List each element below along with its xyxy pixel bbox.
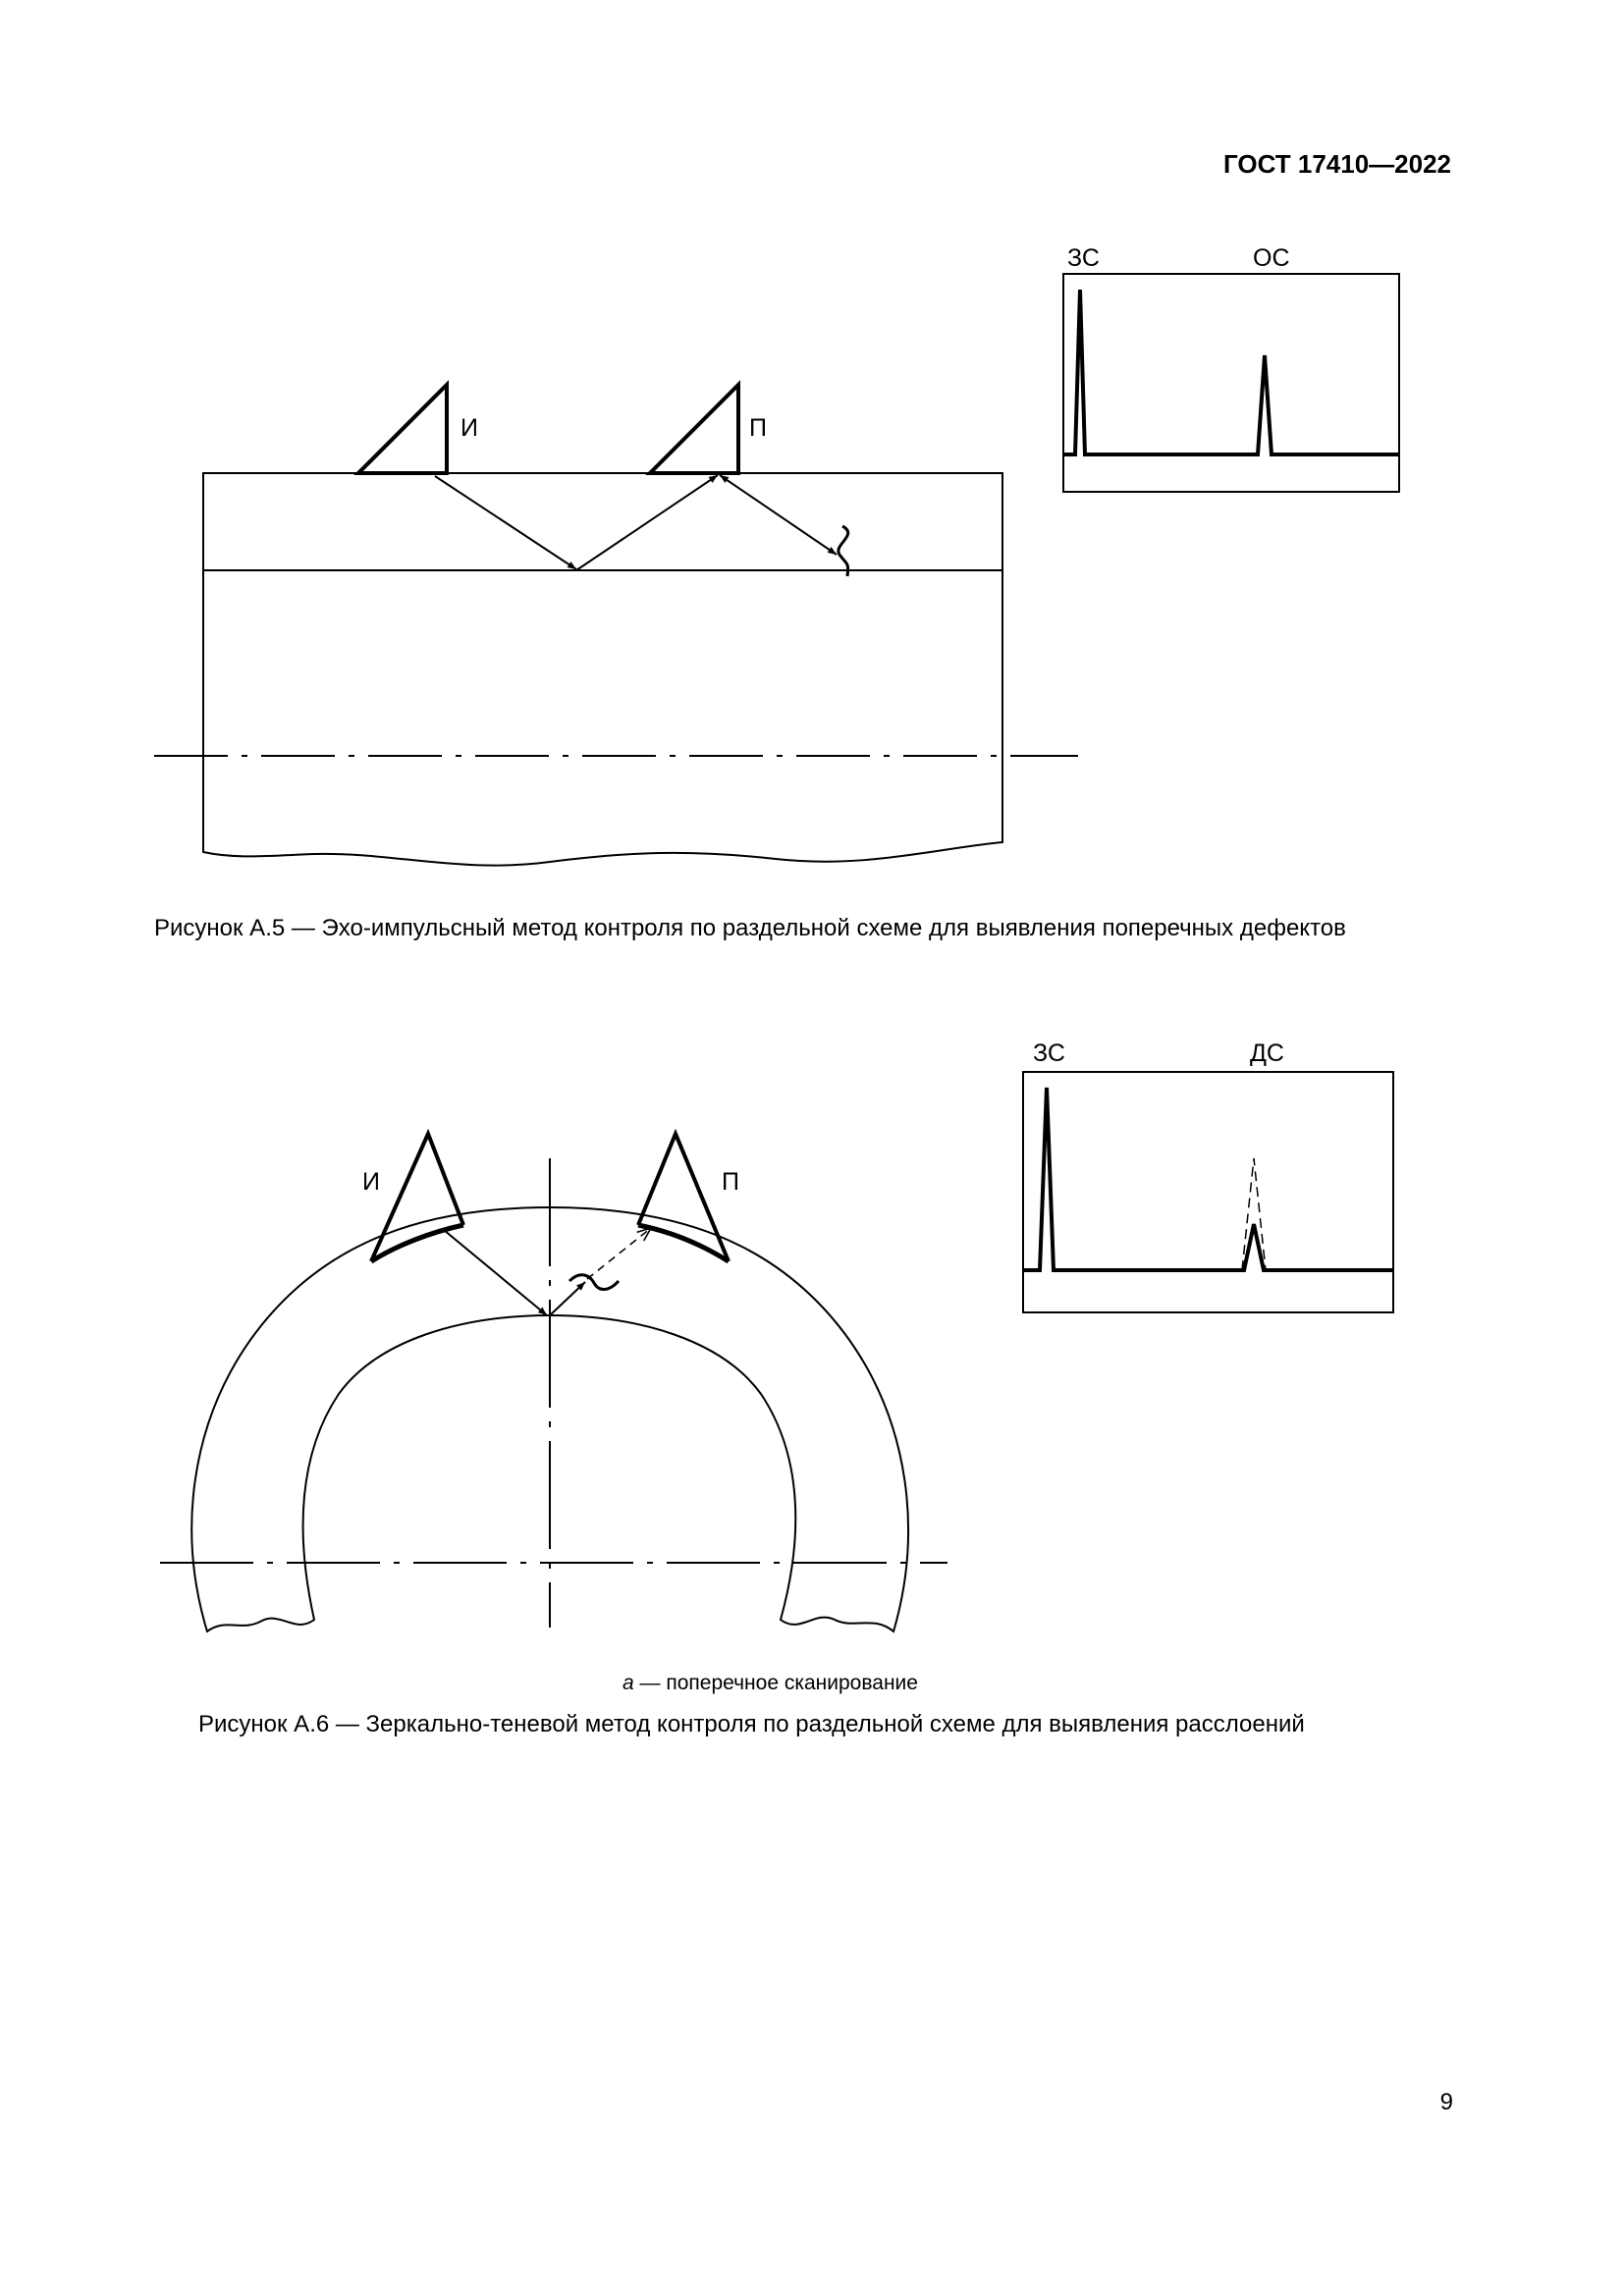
reflected-beam [576,475,718,570]
legend-text: — поперечное сканирование [633,1672,918,1694]
a5-scope-label-left: ЗС [1067,244,1100,272]
oscilloscope-screen [1023,1072,1393,1312]
a5-scope-label-right: ОС [1253,244,1290,272]
figure-a5-diagram [154,274,1399,866]
a5-receiver-label: П [749,414,767,442]
scope-trace [1023,1088,1393,1270]
figure-a6-legend [623,1672,918,1695]
receiver-probe [650,385,738,473]
transmitter-probe [371,1134,463,1261]
a6-scope-label-left: ЗС [1033,1040,1065,1067]
scope-trace [1063,290,1399,454]
reflected-beam [550,1282,585,1315]
echo-beam [720,475,837,555]
defect-crack [839,526,848,576]
a6-scope-label-right: ДС [1250,1040,1284,1067]
page-number: 9 [1439,2089,1453,2115]
figure-a6-caption: Рисунок А.6 — Зеркально-теневой метод контроля по раздельной схеме для выявления расслоений [198,1711,1305,1737]
incident-beam [444,1230,547,1315]
defect-lamination [569,1275,619,1290]
figure-a6-diagram [160,1072,1393,1631]
incident-beam [435,476,576,569]
receiver-probe [638,1134,729,1261]
a6-transmitter-label: И [362,1168,380,1196]
a6-receiver-label: П [722,1168,739,1196]
transmitter-probe [358,385,447,473]
pipe-body [203,473,1002,866]
a5-transmitter-label: И [460,414,478,442]
dashed-beam [587,1228,651,1279]
standard-header: ГОСТ 17410—2022 [1223,149,1451,179]
legend-letter: а [623,1672,634,1694]
figure-a5-caption: Рисунок А.5 — Эхо-импульсный метод контроля по раздельной схеме для выявления поперечных дефектов [154,915,1346,941]
oscilloscope-screen [1063,274,1399,492]
